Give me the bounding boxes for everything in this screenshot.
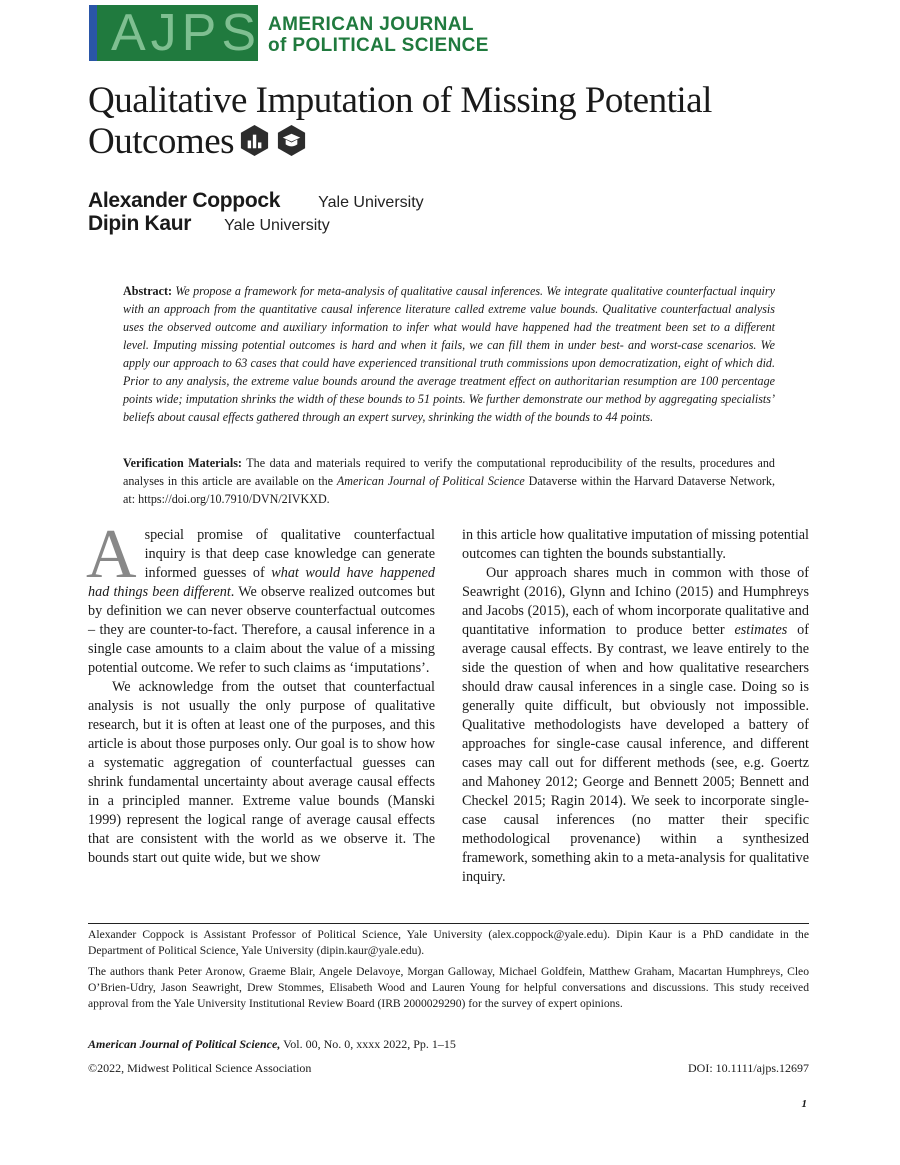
article-title-text: Qualitative Imputation of Missing Potential Outcomes [88,80,712,162]
citation-journal: American Journal of Political Science, [88,1037,281,1051]
body-text: of average causal effects. By contrast, we leave entirely to the side the question of when and how qualitative researchers should draw causal inferences in a single case. Doing so is generally quite difficult, but obviously not impossible. Qualitative methodologists have developed a battery of approaches for single-case causal inference, and different cases may call out for different methods (see, e.g. Goertz and Mahoney 2012; George and Bennett 2005; Bennett and Checkel 2015; Ragin 2014). We seek to incorporate single-case causal inferences (no matter their specific methodological provenance) within a synthesized framework, something akin to a meta-analysis for qualitative inquiry. [462,622,809,885]
verification-label: Verification Materials: [123,456,242,470]
article-title [88,80,788,162]
body-text: . We observe realized outcomes but by definition we can never observe counterfactual outcomes – they are counter-to-fact. Therefore, a causal inference in a single case amounts to a claim about the value of a missing potential outcome. We refer to such claims as ‘imputations’. [88,584,435,676]
verification-journal: American Journal of Political Science [336,474,525,488]
author-row [88,189,424,212]
footnote-affiliations: Alexander Coppock is Assistant Professor of Political Science, Yale University (alex.coppock@yale.edu). Dipin Kaur is a PhD candidate in the Department of Political Science, Yale University (dipin.kaur@yale.edu). [88,928,809,957]
verification-text: The data and materials required to verify the computational reproducibility of the results, procedures and analyses in this article are available on the [123,456,775,488]
abstract [123,282,775,426]
author-name: Dipin Kaur [88,212,192,235]
body-paragraph: We acknowledge from the outset that counterfactual analysis is not usually the only purpose of qualitative research, but it is often at least one of the purposes, and this article is about those purposes only. Our goal is to show how a systematic aggregation of counterfactual guesses can shrink fundamental uncertainty about average causal effects in a principled manner. Extreme value bounds (Manski 1999) represent the logical range of average causal effects that are consistent with the world as we observe it. The bounds start out quite wide, but we show [88,679,435,866]
open-data-badge-icon [238,124,271,157]
author-affiliation: Yale University [224,217,330,234]
logo-acronym: AJPS [97,5,258,61]
journal-citation [88,1037,456,1052]
body-column-right [462,526,809,887]
abstract-label: Abstract: [123,284,173,298]
abstract-text: We propose a framework for meta-analysis of qualitative causal inferences. We integrate qualitative counterfactual inquiry with an approach from the quantitative causal inference literature called extreme value bounds. Qualitative counterfactual analysis uses the observed outcome and auxiliary information to infer what would have happened had the treatment been set to a different level. Imputing missing potential outcomes is hard and when it fails, we can fill them in under best- and worst-case scenarios. We apply our approach to 63 cases that could have experienced transitional truth commissions upon democratization, eight of which did. Prior to any analysis, the extreme value bounds around the average treatment effect on authoritarian resumption are 100 percentage points wide; imputation shrinks the width of these bounds to 51 points. We further demonstrate our method by aggregating specialists’ beliefs about causal effects gathered through an expert survey, shrinking the width of the bounds to 44 points. [123,284,775,424]
journal-name-line2: of POLITICAL SCIENCE [268,35,489,56]
author-affiliation: Yale University [318,194,424,211]
journal-name [268,5,489,61]
citation-details: Vol. 00, No. 0, xxxx 2022, Pp. 1–15 [280,1037,456,1051]
verification-materials [123,454,775,508]
author-name: Alexander Coppock [88,189,281,212]
journal-logo [89,5,489,61]
journal-name-line1: AMERICAN JOURNAL [268,14,474,35]
doi: DOI: 10.1111/ajps.12697 [688,1061,809,1075]
body-column-left [86,516,436,868]
page-number: 1 [801,1098,807,1110]
body-paragraph [462,564,809,887]
footnote-acknowledgments: The authors thank Peter Aronow, Graeme Blair, Angele Delavoye, Morgan Galloway, Michael Goldfein, Matthew Graham, Macartan Humphreys, Cleo O’Brien-Udry, Jason Seawright, Drew Stommes, Elisabeth Wood and Lauren Young for helpful conversations and discussions. This study received approval from the Yale University Institutional Review Board (IRB 2000029290) for the survey of expert opinions. [88,965,809,1010]
author-list [88,189,424,235]
copyright: ©2022, Midwest Political Science Association [88,1061,312,1075]
body-paragraph: in this article how qualitative imputation of missing potential outcomes can tighten the bounds substantially. [462,527,809,562]
body-emphasis: estimates [734,622,788,638]
drop-cap: A [86,516,137,593]
logo-stripe [89,5,97,61]
footnote-divider [88,923,809,924]
body-paragraph [86,516,436,678]
open-materials-badge-icon [275,124,308,157]
body-text: Our approach shares much in common with those of Seawright (2016), Glynn and Ichino (2015) and Humphreys and Jacobs (2015), each of whom incorporate qualitative and quantitative information to produce better [462,565,809,638]
verification-text-end: Dataverse within the Harvard Dataverse Network, at: https://doi.org/10.7910/DVN/2IVKXD. [123,474,775,506]
author-row [88,212,424,235]
body-text: special promise of qualitative counterfactual inquiry is that deep case knowledge can generate informed guesses of [144,527,435,581]
body-emphasis: what would have happened had things been different [88,565,436,600]
